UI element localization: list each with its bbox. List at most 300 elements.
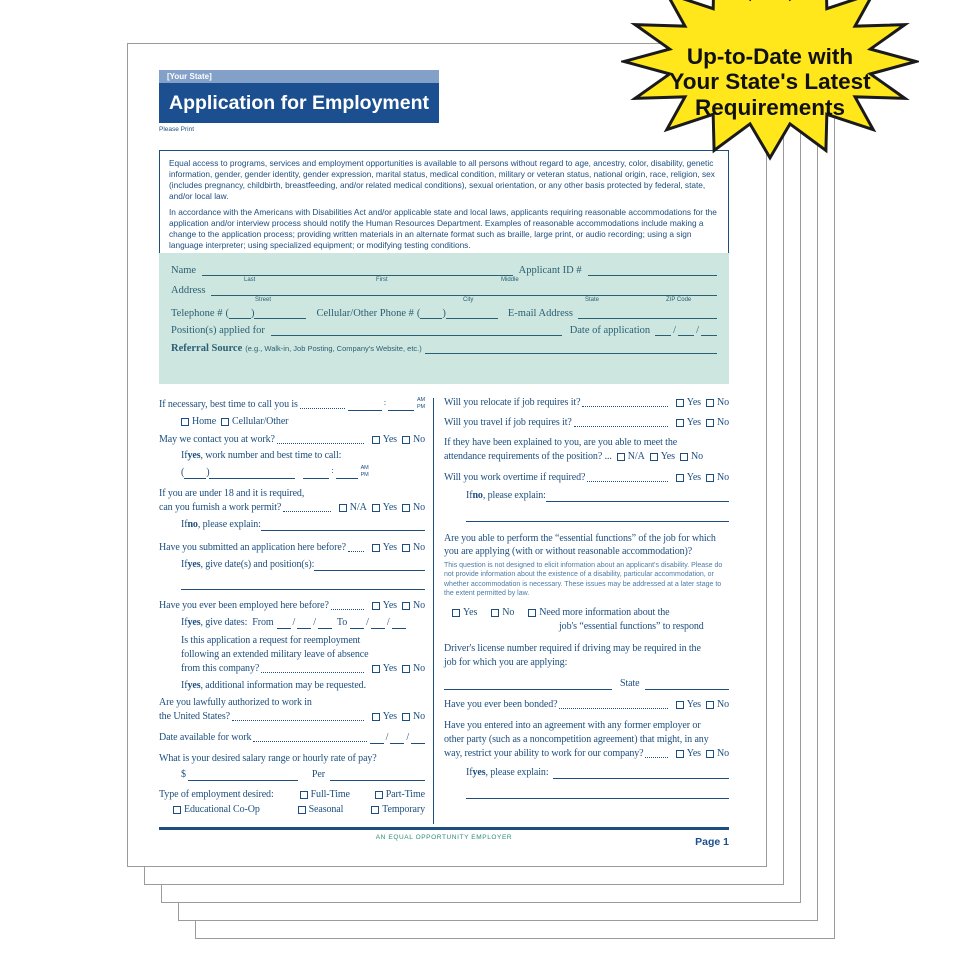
app-date-year-blank[interactable] <box>701 325 717 336</box>
no-label: No <box>716 472 729 483</box>
yes-option <box>372 541 397 554</box>
explain-blank[interactable] <box>261 520 425 531</box>
starburst-line-3: Requirements <box>694 94 846 120</box>
street-sublabel: Street <box>255 297 272 303</box>
checkbox-yes[interactable] <box>676 419 684 427</box>
no-label: No <box>412 502 425 513</box>
no-label: No <box>412 711 425 722</box>
bonded-row <box>444 698 729 711</box>
app-date-month-blank[interactable] <box>655 325 671 336</box>
no-label: No <box>690 451 703 462</box>
yes-option <box>372 599 397 612</box>
yes-bold: yes <box>187 450 201 461</box>
name-blank[interactable] <box>202 265 513 276</box>
na-label: N/A <box>349 502 367 513</box>
seasonal-option <box>298 803 372 816</box>
yes-label: Yes <box>382 502 397 513</box>
cell-label: Cellular/Other Phone # <box>316 308 414 319</box>
contact-info-section <box>159 253 729 384</box>
checkbox-na[interactable] <box>339 504 347 512</box>
if-label: If <box>181 450 188 461</box>
no-label: No <box>716 747 729 759</box>
if-label: If <box>181 680 188 691</box>
if-yes-dates-positions-row <box>181 558 425 571</box>
under-18-line1 <box>159 487 425 500</box>
cellular-other-option <box>221 415 288 428</box>
no-label: No <box>412 434 425 445</box>
checkbox-educational-coop[interactable] <box>173 806 181 814</box>
reemployment-text-2: following an extended military leave of absence <box>181 649 369 660</box>
equal-opportunity-employer-label: AN EQUAL OPPORTUNITY EMPLOYER <box>375 834 513 841</box>
attendance-text-1: If they have been explained to you, are you able to meet the <box>444 437 678 448</box>
yes-option <box>372 501 397 514</box>
app-date-day-blank[interactable] <box>678 325 694 336</box>
dollar-sign: $ <box>181 769 186 780</box>
checkbox-yes[interactable] <box>372 665 380 673</box>
part-time-label: Part-Time <box>385 789 425 800</box>
first-sublabel: First <box>376 277 388 283</box>
checkbox-part-time[interactable] <box>375 791 383 799</box>
yes-label: Yes <box>686 397 701 408</box>
checkbox-yes[interactable] <box>372 544 380 552</box>
home-label: Home <box>192 416 217 427</box>
checkbox-no[interactable] <box>402 436 410 444</box>
if-yes-work-number-row <box>181 449 425 462</box>
noncompete-text-3: way, restrict your ability to work for our company? <box>444 747 644 759</box>
no-option <box>491 606 514 619</box>
state-tag-bar: [Your State] <box>159 70 439 83</box>
need-more-info-text-2: job's “essential functions” to respond <box>559 620 704 632</box>
checkbox-yes[interactable] <box>676 701 684 709</box>
yes-label: Yes <box>686 417 701 428</box>
to-day-blank[interactable] <box>371 618 385 629</box>
need-more-info-option <box>528 606 669 619</box>
notice-paragraph-2: In accordance with the Americans with Disabilities Act and/or applicable state and local laws, applicants requiring reasonable accommodations for the application and/or interview process should notify the Human Resources Department. Examples of reasonable accommodations include making a change to the application process; providing written materials in an alternate format such as braille, large print, or audio recording; using a sign language interpreter; using specialized equipment; or modifying testing conditions. <box>169 206 717 250</box>
yes-label: Yes <box>463 606 478 618</box>
dotted-leader <box>277 443 364 444</box>
date-slash: / <box>313 617 316 628</box>
reemployment-line2 <box>181 648 425 661</box>
if-yes-text: , give date(s) and position(s): <box>200 559 315 570</box>
edu-coop-label: Educational Co-Op <box>184 804 260 815</box>
checkbox-no[interactable] <box>706 399 714 407</box>
applicant-id-label: Applicant ID # <box>518 265 582 276</box>
checkbox-yes[interactable] <box>650 453 658 461</box>
work-area-blank[interactable] <box>184 468 206 479</box>
checkbox-no[interactable] <box>706 750 714 758</box>
attendance-line2 <box>444 450 729 463</box>
submitted-label: Have you submitted an application here before? <box>159 542 346 553</box>
checkbox-yes[interactable] <box>372 436 380 444</box>
dotted-leader <box>559 708 667 709</box>
starburst-line-1: Up-to-Date with <box>686 44 854 69</box>
work-time-blank[interactable] <box>303 468 329 479</box>
paren-open-2: ( <box>416 308 421 319</box>
reemployment-line3 <box>181 662 425 675</box>
am-label: AM <box>360 465 369 472</box>
travel-label: Will you travel if job requires it? <box>444 417 572 428</box>
address-blank[interactable] <box>211 285 717 296</box>
no-label: No <box>716 397 729 408</box>
full-time-label: Full-Time <box>310 789 350 800</box>
license-line1 <box>444 642 729 655</box>
edu-coop-option <box>159 803 298 816</box>
no-option <box>402 599 425 612</box>
starburst-line-2: Your State's Latest <box>669 69 871 95</box>
full-time-option <box>300 788 375 801</box>
yes-label: Yes <box>660 451 675 462</box>
yes-bold: yes <box>187 680 201 691</box>
yes-label: Yes <box>382 711 397 722</box>
checkbox-no[interactable] <box>706 419 714 427</box>
checkbox-no[interactable] <box>706 701 714 709</box>
paren-close: ) <box>206 467 210 478</box>
need-more-info-text-1: Need more information about the <box>539 606 670 618</box>
if-no-explain-row <box>181 518 425 531</box>
attendance-line1 <box>444 436 729 449</box>
dates-positions-blank[interactable] <box>314 560 425 571</box>
dotted-leader <box>283 511 331 512</box>
checkbox-no[interactable] <box>491 609 499 617</box>
no-option <box>680 450 703 463</box>
license-text-2: job for which you are applying: <box>444 656 568 668</box>
under-18-text-2: can you furnish a work permit? <box>159 502 282 513</box>
relocate-label: Will you relocate if job requires it? <box>444 397 581 408</box>
attendance-text-2: attendance requirements of the position? ... <box>444 451 612 462</box>
left-question-column <box>159 396 425 824</box>
best-time-label: If necessary, best time to call you is <box>159 399 298 410</box>
checkbox-yes[interactable] <box>372 602 380 610</box>
best-time-min-blank[interactable] <box>388 400 414 411</box>
yes-label: Yes <box>686 472 701 483</box>
additional-info-text: , additional information may be requested. <box>200 680 366 691</box>
seasonal-label: Seasonal <box>308 804 344 815</box>
cell-blank[interactable] <box>446 308 498 319</box>
need-more-info-line2 <box>444 620 729 633</box>
from-day-blank[interactable] <box>297 618 311 629</box>
yes-label: Yes <box>686 747 701 759</box>
reemployment-text-1: Is this application a request for reemployment <box>181 635 361 646</box>
additional-info-row <box>181 679 425 692</box>
yes-bold: yes <box>187 559 201 570</box>
checkbox-yes[interactable] <box>676 399 684 407</box>
if-label: If <box>181 559 188 570</box>
checkbox-na[interactable] <box>617 453 625 461</box>
yes-option <box>676 747 701 760</box>
avail-month-blank[interactable] <box>370 733 384 744</box>
work-time-min-blank[interactable] <box>336 468 358 479</box>
position-row <box>171 325 717 336</box>
if-label: If <box>181 617 188 628</box>
dotted-leader <box>348 551 364 552</box>
per-blank[interactable] <box>330 770 425 781</box>
noncompete-line1 <box>444 719 729 732</box>
checkbox-temporary[interactable] <box>371 806 379 814</box>
under-18-line2 <box>159 501 425 514</box>
address-sublabels <box>171 296 717 305</box>
date-slash: / <box>292 617 296 628</box>
relocate-row <box>444 396 729 409</box>
if-yes-text: , please explain: <box>485 766 549 778</box>
authorized-line1 <box>159 696 425 709</box>
paren-open: ( <box>181 467 185 478</box>
please-print-label: Please Print <box>159 126 195 133</box>
essential-answer-row <box>444 606 729 619</box>
submitted-before-row <box>159 541 425 554</box>
date-of-application-label: Date of application <box>569 325 651 336</box>
noncompete-if-yes-row <box>466 766 729 779</box>
no-bold: no <box>472 490 483 501</box>
authorized-text-2: the United States? <box>159 711 230 722</box>
if-yes-work-text: , work number and best time to call: <box>200 450 342 461</box>
checkbox-no[interactable] <box>402 665 410 673</box>
referral-examples: (e.g., Walk-in, Job Posting, Company's Website, etc.) <box>245 344 422 353</box>
dates-positions-blank-row <box>181 579 425 590</box>
date-slash: / <box>385 732 389 743</box>
dotted-leader <box>331 609 364 610</box>
license-line2 <box>444 656 729 669</box>
overtime-if-no-row <box>466 489 729 502</box>
equal-access-notice-box <box>159 150 729 259</box>
overtime-explain-blank[interactable] <box>546 491 729 502</box>
overtime-label: Will you work overtime if required? <box>444 472 586 483</box>
license-state-label: State <box>620 677 640 689</box>
email-label: E-mail Address <box>507 308 573 319</box>
if-yes-text: , give dates: <box>200 617 248 628</box>
email-blank[interactable] <box>578 308 717 319</box>
no-option <box>402 541 425 554</box>
yes-option <box>676 698 701 711</box>
date-slash: / <box>673 325 677 336</box>
no-bold: no <box>187 519 198 530</box>
dates-positions-blank-2[interactable] <box>181 579 425 590</box>
dotted-leader <box>587 481 667 482</box>
checkbox-no[interactable] <box>402 504 410 512</box>
checkbox-no[interactable] <box>680 453 688 461</box>
applicant-id-blank[interactable] <box>588 265 717 276</box>
yes-option <box>676 471 701 484</box>
employment-type-row2 <box>159 803 425 816</box>
employment-type-label: Type of employment desired: <box>159 789 274 800</box>
positions-blank[interactable] <box>271 325 562 336</box>
overtime-explain-blank-2[interactable] <box>466 511 729 522</box>
no-option <box>706 698 729 711</box>
work-number-blank[interactable] <box>209 468 295 479</box>
dotted-leader <box>582 406 667 407</box>
overtime-explain-blank-row <box>466 511 729 522</box>
date-available-label: Date available for work <box>159 732 252 743</box>
paren-close-2: ) <box>442 308 446 319</box>
column-divider <box>433 398 434 824</box>
phone-type-row <box>181 415 425 428</box>
noncompete-line2 <box>444 733 729 746</box>
no-label: No <box>716 698 729 710</box>
checkbox-home[interactable] <box>181 418 189 426</box>
city-sublabel: City <box>463 297 474 303</box>
no-option <box>402 662 425 675</box>
yes-option <box>676 396 701 409</box>
noncompete-explain-blank[interactable] <box>553 768 730 779</box>
under-18-text-1: If you are under 18 and it is required, <box>159 488 305 499</box>
ampm-label <box>417 397 425 410</box>
yes-option <box>452 606 477 619</box>
yes-option <box>372 433 397 446</box>
per-label: Per <box>311 769 325 780</box>
noncompete-text-1: Have you entered into an agreement with any former employer or <box>444 719 701 731</box>
salary-blank[interactable] <box>188 770 298 781</box>
checkbox-no[interactable] <box>402 544 410 552</box>
checkbox-yes[interactable] <box>676 750 684 758</box>
dotted-leader <box>645 757 667 758</box>
to-month-blank[interactable] <box>350 618 364 629</box>
date-slash: / <box>406 732 409 743</box>
checkbox-no[interactable] <box>706 474 714 482</box>
checkbox-seasonal[interactable] <box>298 806 306 814</box>
travel-row <box>444 416 729 429</box>
pm-label: PM <box>416 403 425 410</box>
page-number: Page 1 <box>695 836 729 848</box>
name-row <box>171 265 717 276</box>
noncompete-explain-blank-row <box>466 788 729 799</box>
yes-option <box>372 662 397 675</box>
salary-entry-row <box>181 768 425 781</box>
paren-open: ( <box>225 308 229 319</box>
to-label: To <box>336 617 348 628</box>
na-option <box>617 450 645 463</box>
temporary-option <box>371 803 425 816</box>
dotted-leader <box>253 741 366 742</box>
essential-functions-note: This question is not designed to elicit information about an applicant's disability. Please do not provide information about the existence of a disability, particular accommodation, or whether accommodation is necessary. These issues may be addressed at a later stage to the extent permitted by law. <box>444 562 723 598</box>
positions-label: Position(s) applied for <box>171 325 265 336</box>
no-option <box>402 710 425 723</box>
cell-area-blank[interactable] <box>420 308 442 319</box>
authorized-line2 <box>159 710 425 723</box>
telephone-blank[interactable] <box>254 308 306 319</box>
salary-question-label: What is your desired salary range or hourly rate of pay? <box>159 753 377 764</box>
telephone-area-blank[interactable] <box>229 308 251 319</box>
if-label: If <box>466 490 473 501</box>
last-sublabel: Last <box>244 277 256 283</box>
employment-type-row1 <box>159 788 425 801</box>
best-time-blank[interactable] <box>348 400 382 411</box>
from-month-blank[interactable] <box>277 618 291 629</box>
date-slash: / <box>696 325 699 336</box>
if-label: If <box>181 519 188 530</box>
dotted-leader <box>574 426 668 427</box>
checkbox-cellular-other[interactable] <box>221 418 229 426</box>
application-form-page-1 <box>127 43 767 867</box>
license-state-blank[interactable] <box>645 679 730 690</box>
avail-day-blank[interactable] <box>390 733 404 744</box>
dotted-leader <box>261 672 364 673</box>
avail-year-blank[interactable] <box>411 733 425 744</box>
na-option <box>339 501 367 514</box>
yes-option <box>650 450 675 463</box>
no-option <box>402 501 425 514</box>
checkbox-yes[interactable] <box>452 609 460 617</box>
state-sublabel: State <box>585 297 600 303</box>
work-number-row <box>181 464 425 479</box>
yes-label: Yes <box>382 663 397 674</box>
form-header <box>159 70 697 133</box>
starburst-text <box>642 44 898 120</box>
no-label: No <box>502 606 515 618</box>
name-sublabels <box>171 276 717 285</box>
checkbox-no[interactable] <box>402 602 410 610</box>
address-label: Address <box>171 285 206 296</box>
notice-paragraph-1: Equal access to programs, services and employment opportunities is available to all persons without regard to age, ancestry, color, disability, genetic information, gender, gender identity, gender expression, marital status, medical condition, military or veteran status, national origin, race, religion, sex (includes pregnancy, childbirth, breastfeeding, and/or related medical conditions), sexual orientation, or any other basis protected by federal, state, and/or local law. <box>169 158 715 201</box>
from-year-blank[interactable] <box>318 618 332 629</box>
referral-source-label: Referral Source <box>171 343 243 354</box>
temporary-label: Temporary <box>382 804 425 815</box>
date-available-row <box>159 731 425 744</box>
noncompete-line3 <box>444 747 729 760</box>
questions-section <box>159 396 729 824</box>
checkbox-yes[interactable] <box>372 504 380 512</box>
checkbox-need-more-info[interactable] <box>528 609 536 617</box>
yes-label: Yes <box>382 542 397 553</box>
telephone-label: Telephone # <box>171 308 223 319</box>
referral-blank[interactable] <box>425 343 717 354</box>
no-option <box>706 747 729 760</box>
checkbox-full-time[interactable] <box>300 791 308 799</box>
zip-sublabel: ZIP Code <box>666 297 692 303</box>
middle-sublabel: Middle <box>501 277 519 283</box>
reemployment-line1 <box>181 634 425 647</box>
license-number-blank[interactable] <box>444 679 612 690</box>
to-year-blank[interactable] <box>392 618 406 629</box>
date-slash: / <box>386 617 390 628</box>
na-label: N/A <box>627 451 645 462</box>
checkbox-no[interactable] <box>402 713 410 721</box>
form-title: Application for Employment <box>159 83 439 123</box>
name-label: Name <box>171 265 197 276</box>
no-option <box>706 396 729 409</box>
page-footer <box>159 827 729 848</box>
noncompete-explain-blank-2[interactable] <box>466 788 729 799</box>
yes-bold: yes <box>187 617 201 628</box>
if-no-text: , please explain: <box>482 490 546 501</box>
part-time-option <box>375 788 425 801</box>
overtime-row <box>444 471 729 484</box>
date-slash: / <box>366 617 369 628</box>
no-option <box>706 471 729 484</box>
yes-label: Yes <box>382 600 397 611</box>
no-option <box>706 416 729 429</box>
dotted-leader <box>300 408 345 409</box>
yes-bold: yes <box>472 766 486 778</box>
essential-functions-question: Are you able to perform the “essential functions” of the job for which you are applying (with or without reasonable accommodation)? <box>444 533 716 557</box>
authorized-text-1: Are you lawfully authorized to work in <box>159 697 312 708</box>
noncompete-text-2: other party (such as a noncompetition agreement) that might, in any <box>444 733 709 745</box>
dotted-leader <box>232 720 364 721</box>
best-time-row <box>159 396 425 411</box>
no-label: No <box>412 600 425 611</box>
referral-row <box>171 343 717 354</box>
no-label: No <box>412 542 425 553</box>
no-label: No <box>412 663 425 674</box>
license-entry-row <box>444 677 729 690</box>
yes-label: Yes <box>686 698 701 710</box>
checkbox-yes[interactable] <box>676 474 684 482</box>
paren-close: ) <box>250 308 255 319</box>
yes-option <box>372 710 397 723</box>
checkbox-yes[interactable] <box>372 713 380 721</box>
contact-at-work-label: May we contact you at work? <box>159 434 275 445</box>
no-label: No <box>716 417 729 428</box>
pm-label: PM <box>360 471 369 478</box>
time-colon: : <box>331 466 334 475</box>
